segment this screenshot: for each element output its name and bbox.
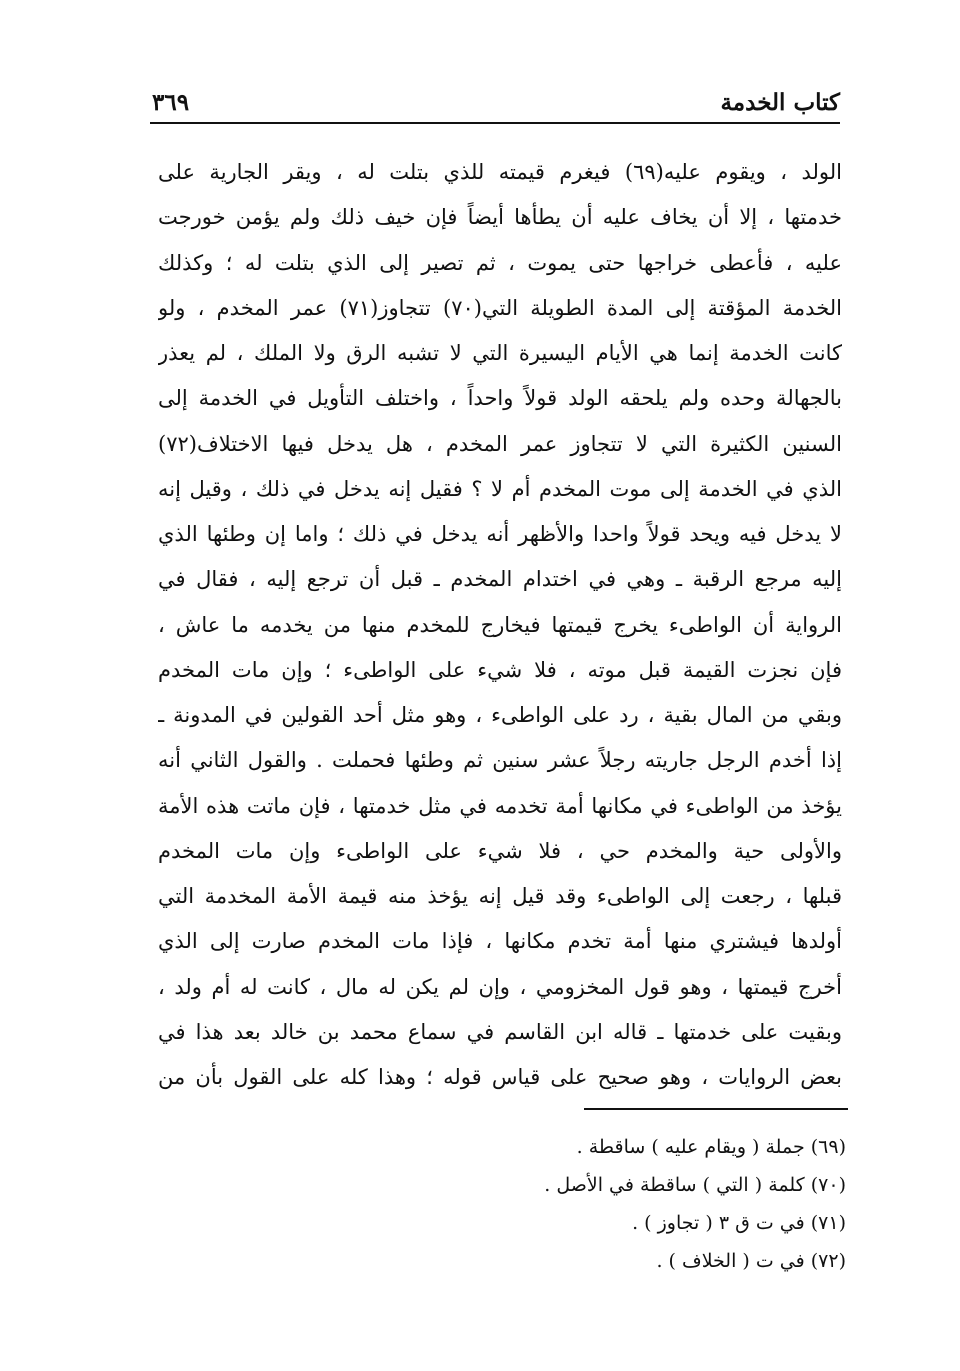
text-line: كانت الخدمة إنما هي الأيام اليسيرة التي لا تشبه الرق ولا الملك ، لم يعذر bbox=[158, 341, 842, 365]
text-line: الذي في الخدمة إلى موت المخدم أم لا ؟ فقيل إنه يدخل في ذلك ، وقيل إنه bbox=[158, 476, 842, 501]
text-line: وبقيت على خدمتها ـ قاله ابن القاسم في سماع محمد بن خالد بعد هذا في bbox=[158, 1019, 842, 1044]
footnote-70: (٧٠) كلمة ( التي ) ساقطة في الأصل . bbox=[544, 1174, 846, 1196]
text-line: بعض الروايات ، وهو صحيح على قياس قوله ؛ وهذا كله على القول بأن من bbox=[158, 1065, 842, 1089]
text-line: والأولى حية والمخدم حي ، فلا شيء على الواطىء وإن مات المخدم bbox=[158, 838, 842, 863]
text-line: وبقي من المال بقية ، رد على الواطىء ، وهو مثل أحد القولين في المدونة ـ bbox=[158, 703, 842, 727]
text-line: يؤخذ من الواطىء في مكانها أمة تخدمه في مثل خدمتها ، فإن ماتت هذه الأمة bbox=[158, 793, 842, 818]
text-line: الولد ، ويقوم عليه(٦٩) فيغرم قيمته للذي بتلت له ، ويقر الجارية على bbox=[158, 160, 842, 184]
text-line: إليه مرجع الرقبة ـ وهي في اختدام المخدم ـ قبل أن ترجع إليه ، فقال في bbox=[158, 567, 842, 592]
text-line: الرواية أن الواطىء يخرج قيمتها فيخارج للمخدم منها من يخدمه ما عاش ، bbox=[158, 612, 842, 637]
text-line: بالجهالة وحده ولم يلحقه الولد قولاً واحداً ، واختلف التأويل في الخدمة إلى bbox=[158, 386, 842, 411]
text-line: قبلها ، رجعت إلى الواطىء وقد قيل إنه يؤخذ منه قيمة الأمة المخدمة التي bbox=[158, 884, 842, 908]
text-line: خدمتها ، إلا أن يخاف عليه أن يطأها أيضاً فإن خيف ذلك ولم يؤمن خورجت bbox=[158, 205, 842, 230]
text-line: أخرج قيمتها ، وهو قول المخزومي ، وإن لم يكن له مال ، كانت له أم ولد ، bbox=[158, 974, 842, 999]
footnote-69: (٦٩) جملة ( ويقام عليه ) ساقطة . bbox=[576, 1136, 846, 1158]
text-line: لا يدخل فيه ويحد قولاً واحدا والأظهر أنه يدخل في ذلك ؛ واما إن وطئها الذي bbox=[158, 522, 842, 546]
text-line: السنين الكثيرة التي لا تتجاوز عمر المخدم ، هل يدخل فيها الاختلاف(٧٢) bbox=[158, 431, 842, 456]
running-header bbox=[150, 88, 840, 124]
footnotes bbox=[346, 1128, 846, 1280]
main-text bbox=[158, 150, 842, 1100]
chapter-title: كتاب الخدمة bbox=[720, 89, 840, 116]
footnote-71: (٧١) في ت ق ٣ ( تجاوز ) . bbox=[632, 1212, 846, 1234]
text-line: عليه ، فأعطى خراجها حتى يموت ، ثم تصير إلى الذي بتلت له ؛ وكذلك bbox=[158, 250, 842, 275]
page-number: ٣٦٩ bbox=[152, 89, 190, 116]
text-line: الخدمة المؤقتة إلى المدة الطويلة التي(٧٠) تتجاوز(٧١) عمر المخدم ، ولو bbox=[158, 295, 842, 320]
text-line: أولدها فيشتري منها أمة تخدم مكانها ، فإذا مات المخدم صارت إلى الذي bbox=[158, 929, 842, 954]
footnote-72: (٧٢) في ت ( الخلاف ) . bbox=[656, 1250, 846, 1272]
text-line: فإن نجزت القيمة قبل موته ، فلا شيء على الواطىء ؛ وإن مات المخدم bbox=[158, 657, 842, 682]
footnote-separator bbox=[584, 1108, 848, 1110]
text-line: إذا أخدم الرجل جاريته رجلاً عشر سنين ثم وطئها فحملت . والقول الثاني أنه bbox=[158, 748, 842, 773]
